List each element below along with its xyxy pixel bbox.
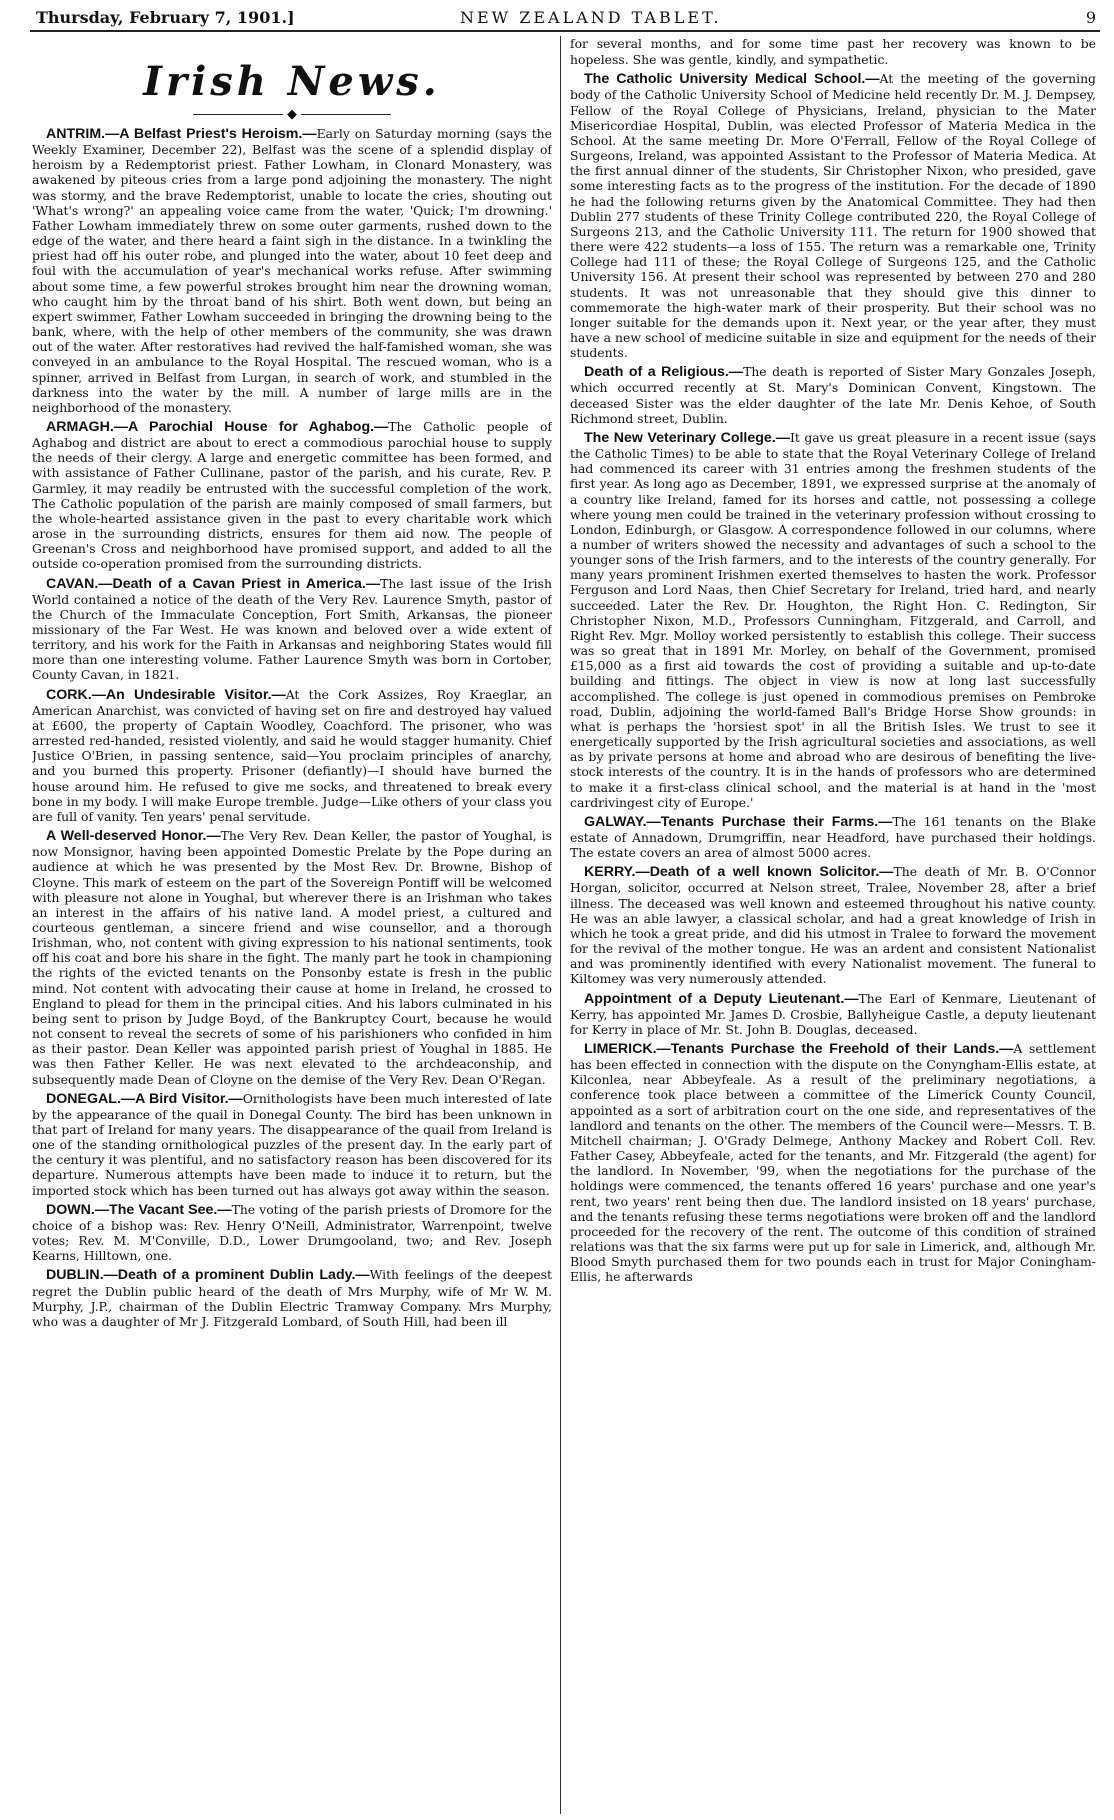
running-head (30, 6, 1100, 32)
article-heading: GALWAY.—Tenants Purchase their Farms.— (584, 813, 893, 830)
article-body: Early on Saturday morning (says the Weekly Examiner, December 22), Belfast was the scene of a splendid display of heroism by a Redemptorist priest. Father Lowham, in Clonard Monastery, was awakened by piteous cries from a large pond adjoining the monastery. The night was stormy, and the brave Redemptorist, unable to locate the cries, shouting out 'What's wrong?' an appealing voice came from the water, 'Quick; I'm drowning.' Father Lowham immediately threw on some outer garments, rushed down to the edge of the water, and there heard a faint sigh in the distance. In a twinkling the priest had off his outer robe, and plunged into the water, about 10 feet deep and foul with the accumulation of year's mechanical works refuse. After swimming about some time, a few powerful strokes brought him near the drowning woman, who caught him by the throat band of his shirt. Both went down, but being an expert swimmer, Father Lowham succeeded in bringing the drowning being to the bank, where, with the help of other members of the community, she was drawn out of the water. After restoratives had revived the half-famished woman, she was conveyed in an ambulance to the Royal Hospital. The rescued woman, who is a spinner, arrived in Belfast from Lurgan, in search of work, and stumbled in the darkness into the water by the mill. A number of large mills are in the neighborhood of the monastery. (32, 126, 552, 415)
masthead-ornament: ◆ (32, 107, 552, 122)
section-masthead: Irish News. (143, 58, 441, 105)
article (570, 814, 1096, 860)
article (570, 71, 1096, 360)
article-body: A settlement has been effected in connection with the dispute on the Conyngham-Ellis estate, at Kilconlea, near Abbeyfeale. As a result of the preliminary negotiations, a conference took place between a committee of the Limerick County Council, appointed as a sort of arbitration court on the one side, and representatives of the landlord and tenants on the other. The members of the Council were—Messrs. T. B. Mitchell chairman; J. O'Grady Delmege, Anthony Mackey and Robert Coll. Rev. Father Casey, Abbeyfeale, acted for the tenants, and Mr. Fitzgerald (the agent) for the landlord. In November, '99, when the negotiations for the purchase of the holdings were commenced, the tenants offered 16 years' purchase and one year's rent, two years' rent being then due. The landlord insisted on 18 years' purchase, and the tenants refusing these terms negotiations were broken off and the landlord proceeded for the recovery of the rent. The outcome of this condition of strained relations was that the six farms were put up for sale in Limerick, and, although Mr. Blood Smyth purchased them for two pounds each in trust for Major Coningham-Ellis, he afterwards (570, 1041, 1096, 1285)
page-number: 9 (1085, 8, 1096, 27)
article-heading: ARMAGH.—A Parochial House for Aghabog.— (46, 418, 389, 435)
article-heading: The Catholic University Medical School.— (584, 71, 880, 88)
article-heading: ANTRIM.—A Belfast Priest's Heroism.— (46, 126, 317, 142)
article (32, 1091, 552, 1198)
article-body: The last issue of the Irish World contained a notice of the death of the Very Rev. Laurence Smyth, pastor of the Church of the Immaculate Conception, Fort Smith, Arkansas, the pioneer missionary of the Far West. He was known and beloved over a wide extent of territory, and his work for the Faith in Arkansas and neighboring States would fill more than one interesting volume. Father Laurence Smyth was born in Cortober, County Cavan, in 1821. (32, 575, 552, 683)
article-heading: DOWN.—The Vacant See.— (46, 1201, 232, 1218)
article-heading: KERRY.—Death of a well known Solicitor.— (584, 864, 894, 881)
article-body: It gave us great pleasure in a recent issue (says the Catholic Times) to be able to state that the Royal Veterinary College of Ireland had commenced its career with 31 entries among the freshmen students of the first year. As long ago as December, 1891, we expressed surprise at the anomaly of a country like Ireland, famed for its horses and cattle, not possessing a college where young men could be trained in the veterinary profession without crossing to London, Edinburgh, or Glasgow. A correspondence followed in our columns, where a number of writers showed the necessity and advantages of such a school to the younger sons of the Irish farmers, and to the interests of the country generally. For many years prominent Irishmen exerted themselves to hasten the work. Professor Ferguson and Lord Naas, then Chief Secretary for Ireland, tried hard, and nearly succeeded. Later the Rev. Dr. Houghton, the Right Hon. C. Redington, Sir Christopher Nixon, M.D., Professors Cunningham, Fitzgerald, and Carroll, and Right Rev. Mgr. Molloy worked persistently to establish this college. Their success was so great that in 1891 Mr. Morley, on behalf of the Government, promised £15,000 as a first aid towards the cost of providing a suitable and up-to-date building and fittings. The object in view is now at long last successfully accomplished. The college is just opened in commodious premises on Pembroke road, Dublin, adjoining the world-famed Ball's Bridge Horse Show grounds: in what is perhaps the 'horsiest spot' in all the British Isles. We trust to see it energetically supported by the Irish agricultural societies and associations, as well as by private persons at home and abroad who are desirous of benefiting the live-stock interests of the country. It is in the hands of professors who are determined to make it a first-class clinical school, and the material is at hand in the 'most cardrivingest city of Europe.' (570, 429, 1096, 810)
article (32, 687, 552, 824)
article (570, 364, 1096, 426)
article-body: for several months, and for some time past her recovery was known to be hopeless. She was gentle, kindly, and sympathetic. (570, 36, 1096, 68)
article-body: The voting of the parish priests of Dromore for the choice of a bishop was: Rev. Henry O'Neill, Administrator, Warrenpoint, twelve votes; Rev. M. M'Conville, D.D., Lower Drumgooland, two; and Rev. Joseph Kearns, Hilltown, one. (32, 1201, 552, 1264)
publication-title: NEW ZEALAND TABLET. (460, 8, 722, 27)
article (570, 864, 1096, 986)
column-divider (560, 36, 561, 1814)
article (32, 126, 552, 415)
article-heading: CORK.—An Undesirable Visitor.— (46, 686, 286, 703)
issue-date: Thursday, February 7, 1901.] (36, 8, 295, 27)
article-heading: LIMERICK.—Tenants Purchase the Freehold of their Lands.— (584, 1041, 1014, 1057)
article (570, 1041, 1096, 1285)
article-body: The 161 tenants on the Blake estate of Annadown, Drumgriffin, near Headford, have purchased their holdings. The estate covers an area of almost 5000 acres. (570, 813, 1096, 861)
article-heading: A Well-deserved Honor.— (46, 828, 221, 845)
article (570, 991, 1096, 1037)
article-body: Ornithologists have been much interested of late by the appearance of the quail in Donegal County. The bird has been unknown in that part of Ireland for many years. The disappearance of the quail from Ireland is one of the standing ornithological puzzles of the present day. In the early part of the century it was plentiful, and no satisfactory reason has been discovered for its departure. Numerous attempts have been made to induce it to return, but the imported stock which has been turned out has always got away within the season. (32, 1090, 552, 1198)
article (32, 1202, 552, 1264)
article-body: The death is reported of Sister Mary Gonzales Joseph, which occurred recently at St. Mary's Dominican Convent, Kingstown. The deceased Sister was the elder daughter of the late Mr. Denis Kehoe, of South Richmond street, Dublin. (570, 364, 1096, 426)
article-body: With feelings of the deepest regret the Dublin public heard of the death of Mrs Murphy, wife of Mr W. M. Murphy, J.P., chairman of the Dublin Electric Tramway Company. Mrs Murphy, who was a daughter of Mr J. Fitzgerald Lombard, of South Hill, had been ill (32, 1267, 552, 1329)
article-body: The Earl of Kenmare, Lieutenant of Kerry, has appointed Mr. James D. Crosbie, Ballyheigue Castle, a deputy lieutenant for Kerry in place of Mr. St. John B. Douglas, deceased. (570, 990, 1096, 1037)
article (32, 1267, 552, 1329)
article-heading: CAVAN.—Death of a Cavan Priest in America.— (46, 575, 381, 592)
article-heading: The New Veterinary College.— (584, 429, 790, 446)
article (32, 576, 552, 683)
article-heading: Appointment of a Deputy Lieutenant.— (584, 990, 859, 1007)
article (32, 419, 552, 572)
article-body: At the Cork Assizes, Roy Kraeglar, an American Anarchist, was convicted of having set on fire and destroyed hay valued at £600, the property of Captain Woodley, Coachford. The prisoner, who was arrested red-handed, resisted violently, and said he would stagger humanity. Chief Justice O'Brien, in passing sentence, said—You proclaim principles of anarchy, and you burned this property. Prisoner (defiantly)—I should have burned the house around him. He refused to give me socks, and threatened to break every bone in my body. I will make Europe tremble. Judge—Like others of your class you are full of vanity. Ten years' penal servitude. (32, 686, 552, 824)
right-column (570, 36, 1096, 1814)
article (32, 828, 552, 1087)
left-column (32, 36, 552, 1814)
article-heading: DONEGAL.—A Bird Visitor.— (46, 1090, 243, 1107)
article-body: The Catholic people of Aghabog and district are about to erect a commodious parochial house to supply the needs of their clergy. A large and energetic committee has been formed, and with assistance of Father Cullinane, pastor of the parish, and his curate, Rev. P. Garmley, it may readily be entrusted with the successful completion of the work. The Catholic population of the parish are mainly composed of small farmers, but the whole-hearted assistance given in the past to every charitable work which arose in the surrounding districts, ensures for them aid now. The people of Greenan's Cross and neighborhood have promised support, and added to all the outside co-operation promised from the surrounding districts. (32, 418, 552, 572)
article-continuation (570, 36, 1096, 67)
article-body: At the meeting of the governing body of the Catholic University School of Medicine held recently Dr. M. J. Dempsey, Fellow of the Royal College of Physicians, Ireland, physician to the Mater Misericordiae Hospital, Dublin, was elected Professor of Materia Medica in the School. At the same meeting Dr. More O'Ferrall, Fellow of the Royal College of Surgeons, Ireland, was appointed Assistant to the Professor of Materia Medica. At the first annual dinner of the students, Sir Christopher Nixon, who presided, gave some interesting facts as to the progress of the institution. For the decade of 1890 he had the following returns given by the Anatomical Committee. They had then Dublin 277 students of these Trinity College contributed 220, the Royal College of Surgeons 213, and the Catholic University 111. The return for 1900 showed that there were 422 students—a loss of 155. The return was a remarkable one, Trinity College had 111 of these; the Royal College of Surgeons 125, and the Catholic University 156. At present their school was represented by between 270 and 280 students. It was not unreasonable that they should give this dinner to commemorate the high-water mark of their prosperity. But their school was no longer suitable for the demands upon it. Next year, or the year after, they must have a new school of medicine suitable in size and equipment for the needs of their students. (570, 71, 1096, 361)
article-heading: DUBLIN.—Death of a prominent Dublin Lady.— (46, 1267, 370, 1284)
article-body: The death of Mr. B. O'Connor Horgan, solicitor, occurred at Nelson street, Tralee, November 28, after a brief illness. The deceased was well known and esteemed throughout his native county. He was an able lawyer, a classical scholar, and had a great knowledge of Irish in which he took a great pride, and did his utmost in Tralee to forward the movement for the revival of the mother tongue. He was an ardent and consistent Nationalist and was prominently identified with every Nationalist movement. The funeral to Kiltomey was very numerously attended. (570, 864, 1096, 987)
article-heading: Death of a Religious.— (584, 364, 744, 381)
article (570, 430, 1096, 810)
article-body: The Very Rev. Dean Keller, the pastor of Youghal, is now Monsignor, having been appointed Domestic Prelate by the Pope during an audience at which he was presented by the Most Rev. Dr. Browne, Bishop of Cloyne. This mark of esteem on the part of the Sovereign Pontiff will be welcomed with pleasure not alone in Youghal, but wherever there is an Irishman who takes an interest in the affairs of his native land. A model priest, a cultured and courteous gentleman, a sincere friend and wise counsellor, and a thorough Irishman, who, not content with giving expression to his national sentiments, took off his coat and bore his share in the fight. The manly part he took in championing the rights of the evicted tenants on the Ponsonby estate is fresh in the public mind. Not content with advocating their cause at home in Ireland, he crossed to England to plead for them in the principal cities. And his labors culminated in his being sent to prison by Judge Boyd, of the Bankruptcy Court, because he would not consent to reveal the secrets of some of his parishioners who confided in him as their pastor. Dean Keller was appointed parish priest of Youghal in 1885. He was then Father Keller. He was next elevated to the archdeaconship, and subsequently made Dean of Cloyne on the demise of the Very Rev. Dean O'Regan. (32, 828, 552, 1087)
